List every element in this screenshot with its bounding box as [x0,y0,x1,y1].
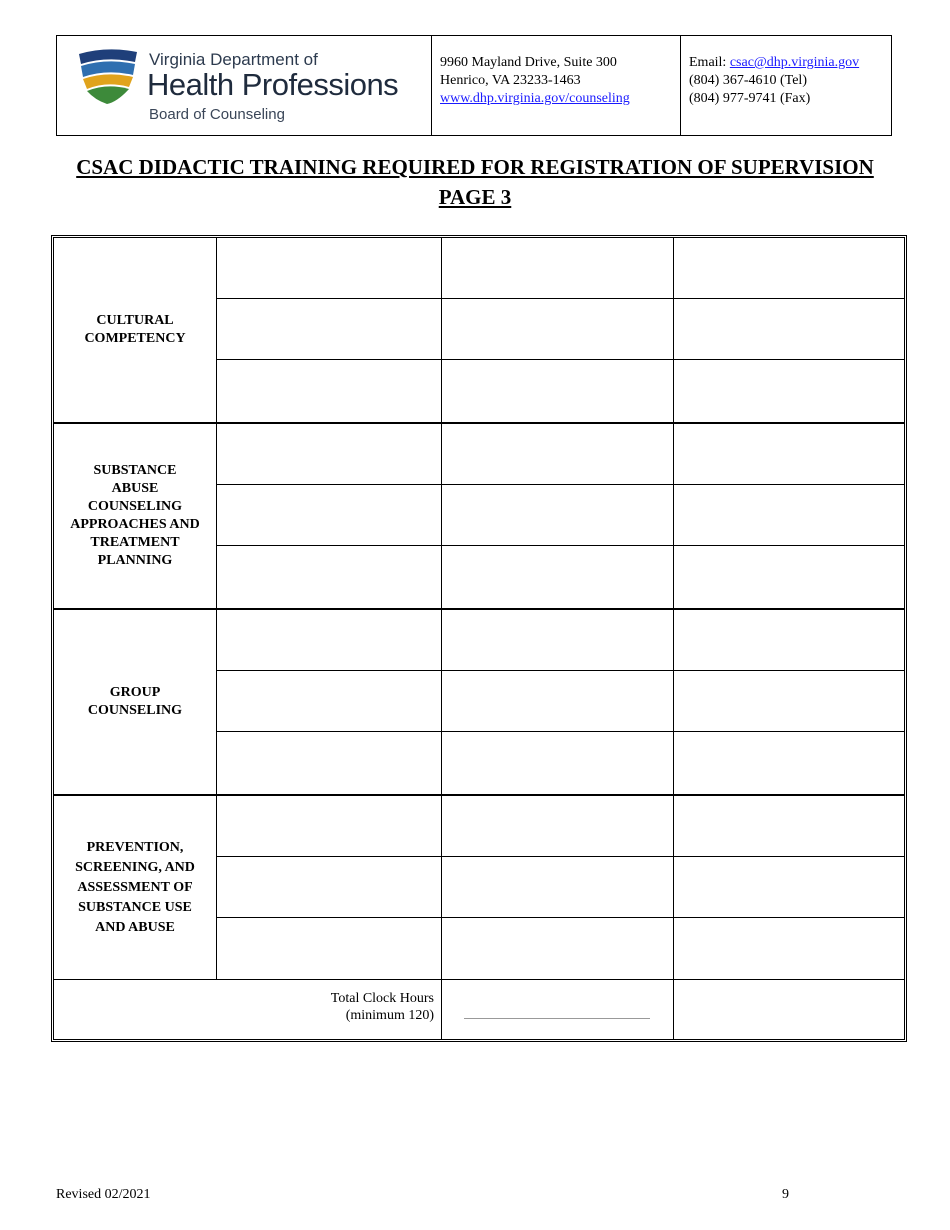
address-line-1: 9960 Mayland Drive, Suite 300 [440,55,617,70]
row-divider [216,359,904,360]
phone-fax: (804) 977-9741 (Fax) [689,91,811,106]
phone-tel: (804) 367-4610 (Tel) [689,73,807,88]
revision-date: Revised 02/2021 [56,1187,151,1202]
logo-text-board: Board of Counseling [149,106,285,123]
page-subtitle: PAGE 3 [438,185,512,209]
email-link[interactable]: csac@dhp.virginia.gov [729,55,860,70]
section-label-prevention-screening [54,796,216,979]
total-label-line-2: (minimum 120) [345,1008,434,1023]
training-table [51,235,907,1042]
row-divider [216,484,904,485]
address-block [432,36,681,135]
page-title: CSAC DIDACTIC TRAINING REQUIRED FOR REGISTRATION OF SUPERVISION [76,155,874,179]
section-divider [54,979,904,980]
section-label-text: CULTURAL COMPETENCY [84,313,186,346]
section-label-cultural-competency [54,238,216,422]
section-label-group-counseling [54,610,216,794]
logo-block [57,36,432,135]
section-label-text: PREVENTION, SCREENING, AND ASSESSMENT OF SUBSTANCE USE AND ABUSE [75,839,195,935]
row-divider [216,545,904,546]
logo-text-health-professions: Health Professions [147,67,399,102]
row-divider [216,917,904,918]
row-divider [216,298,904,299]
email-row [689,54,891,72]
email-label: Email: [689,55,730,70]
total-hours-input-line[interactable] [464,1018,650,1019]
row-divider [216,731,904,732]
section-label-text: SUBSTANCE ABUSE COUNSELING APPROACHES AND TREATMENT PLANNING [70,463,200,568]
row-divider [216,670,904,671]
page-number: 9 [782,1187,789,1202]
letterhead [56,35,892,136]
dhp-shield-logo-icon [77,48,139,106]
total-clock-hours-label [54,990,434,1024]
address-line-2: Henrico, VA 23233-1463 [440,73,581,88]
section-label-substance-abuse-counseling [54,424,216,608]
total-label-line-1: Total Clock Hours [330,991,434,1006]
row-divider [216,856,904,857]
website-link[interactable]: www.dhp.virginia.gov/counseling [440,91,630,106]
section-label-text: GROUP COUNSELING [87,685,183,718]
contact-block [681,36,891,135]
logo-text-department: Virginia Department of [149,50,318,69]
